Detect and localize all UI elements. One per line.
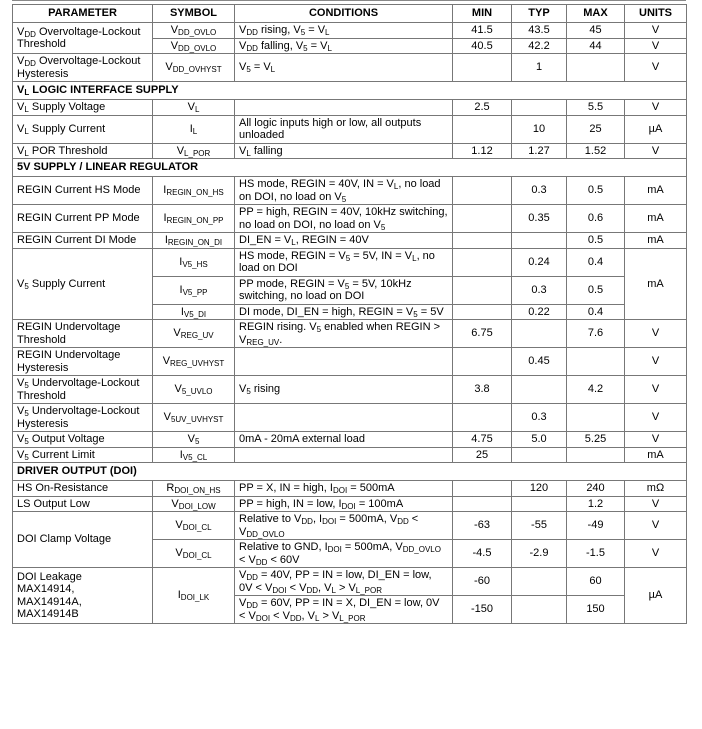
min-cell: 41.5 bbox=[453, 23, 512, 39]
units-cell: V bbox=[625, 376, 687, 404]
units-cell: mA bbox=[625, 177, 687, 205]
min-cell bbox=[453, 177, 512, 205]
condition-cell: $V_{DD}$ falling, $V_5 = V_L$ bbox=[235, 38, 453, 54]
param-cell: HS On-Resistance bbox=[13, 481, 153, 497]
param-cell: $V_5$ Undervoltage-Lockout Threshold bbox=[13, 376, 153, 404]
typ-cell bbox=[512, 233, 567, 249]
units-cell: mA bbox=[625, 233, 687, 249]
condition-cell bbox=[235, 447, 453, 463]
condition-cell: Relative to GND, $I_{DOI} = 500mA$, $V_{DD\_OVLO} < V_{DD} < 60V$ bbox=[235, 540, 453, 568]
units-cell: mΩ bbox=[625, 481, 687, 497]
condition-cell: REGIN rising. $V_5$ enabled when REGIN > $V_{REG\_UV}$. bbox=[235, 320, 453, 348]
symbol-cell: $V_{DOI\_CL}$ bbox=[153, 512, 235, 540]
max-cell: 1.2 bbox=[567, 496, 625, 512]
min-cell: -4.5 bbox=[453, 540, 512, 568]
table-row bbox=[13, 447, 687, 463]
table-row bbox=[13, 432, 687, 448]
max-cell: -49 bbox=[567, 512, 625, 540]
section-row bbox=[13, 159, 687, 177]
param-line: DOI Leakage bbox=[17, 570, 82, 583]
table-row bbox=[13, 481, 687, 497]
symbol-cell: $V_{REG\_UV}$ bbox=[153, 320, 235, 348]
typ-cell: 0.22 bbox=[512, 304, 567, 320]
typ-cell: 120 bbox=[512, 481, 567, 497]
units-cell: mA bbox=[625, 447, 687, 463]
min-cell: 3.8 bbox=[453, 376, 512, 404]
min-cell: 1.12 bbox=[453, 143, 512, 159]
condition-cell: $V_5$ rising bbox=[235, 376, 453, 404]
param-cell: $V_{DD}$ Overvoltage-Lockout Threshold bbox=[13, 23, 153, 54]
typ-cell: 1 bbox=[512, 54, 567, 82]
symbol-cell: $V_{5\_UVLO}$ bbox=[153, 376, 235, 404]
condition-cell: 0mA - 20mA external load bbox=[235, 432, 453, 448]
max-cell bbox=[567, 348, 625, 376]
param-cell: LS Output Low bbox=[13, 496, 153, 512]
condition-cell bbox=[235, 404, 453, 432]
typ-cell bbox=[512, 320, 567, 348]
electrical-characteristics-table bbox=[12, 4, 687, 624]
section-title: DRIVER OUTPUT (DOI) bbox=[13, 463, 687, 481]
condition-cell: HS mode, REGIN = 40V, IN = $V_L$, no load on DOI, no load on $V_5$ bbox=[235, 177, 453, 205]
table-row bbox=[13, 23, 687, 39]
min-cell bbox=[453, 404, 512, 432]
symbol-cell: $I_{REGIN\_ON\_HS}$ bbox=[153, 177, 235, 205]
table-row bbox=[13, 233, 687, 249]
max-cell: 5.5 bbox=[567, 100, 625, 116]
symbol-cell: $V_5$ bbox=[153, 432, 235, 448]
header-conditions: CONDITIONS bbox=[235, 5, 453, 23]
units-cell: V bbox=[625, 23, 687, 39]
param-cell: REGIN Current PP Mode bbox=[13, 205, 153, 233]
min-cell bbox=[453, 54, 512, 82]
symbol-cell: $I_{DOI\_LK}$ bbox=[153, 568, 235, 624]
condition-cell: $V_{DD} = 40V$, PP = IN = low, DI_EN = low, $0V < V_{DOI} < V_{DD}$, $V_L > V_{L\_POR}$ bbox=[235, 568, 453, 596]
param-cell: DOI Clamp Voltage bbox=[13, 512, 153, 568]
header-min: MIN bbox=[453, 5, 512, 23]
condition-cell: PP = high, IN = low, $I_{DOI} = 100mA$ bbox=[235, 496, 453, 512]
table-row bbox=[13, 54, 687, 82]
units-cell: V bbox=[625, 100, 687, 116]
min-cell bbox=[453, 348, 512, 376]
param-line: MAX14914A, bbox=[17, 595, 82, 608]
condition-cell: PP = high, REGIN = 40V, 10kHz switching, no load on DOI, no load on $V_5$ bbox=[235, 205, 453, 233]
typ-cell bbox=[512, 447, 567, 463]
max-cell: 45 bbox=[567, 23, 625, 39]
min-cell bbox=[453, 248, 512, 276]
min-cell: 40.5 bbox=[453, 38, 512, 54]
max-cell bbox=[567, 447, 625, 463]
condition-cell: $V_{DD}$ rising, $V_5 = V_L$ bbox=[235, 23, 453, 39]
symbol-cell: $I_{V5\_DI}$ bbox=[153, 304, 235, 320]
condition-cell bbox=[235, 348, 453, 376]
min-cell bbox=[453, 205, 512, 233]
min-cell: 25 bbox=[453, 447, 512, 463]
condition-cell: $V_L$ falling bbox=[235, 143, 453, 159]
min-cell: -150 bbox=[453, 596, 512, 624]
symbol-cell: $I_{REGIN\_ON\_DI}$ bbox=[153, 233, 235, 249]
table-row bbox=[13, 100, 687, 116]
param-cell: $V_5$ Current Limit bbox=[13, 447, 153, 463]
symbol-cell: $I_L$ bbox=[153, 115, 235, 143]
max-cell bbox=[567, 404, 625, 432]
min-cell: 4.75 bbox=[453, 432, 512, 448]
max-cell: 0.6 bbox=[567, 205, 625, 233]
symbol-cell: $V_L$ bbox=[153, 100, 235, 116]
param-cell: $V_5$ Supply Current bbox=[13, 248, 153, 320]
symbol-cell: $V_{REG\_UVHYST}$ bbox=[153, 348, 235, 376]
symbol-cell: $R_{DOI\_ON\_HS}$ bbox=[153, 481, 235, 497]
min-cell bbox=[453, 276, 512, 304]
max-cell: 0.5 bbox=[567, 276, 625, 304]
typ-cell: 43.5 bbox=[512, 23, 567, 39]
symbol-cell: $V_{DOI\_LOW}$ bbox=[153, 496, 235, 512]
header-parameter: PARAMETER bbox=[13, 5, 153, 23]
units-cell: V bbox=[625, 496, 687, 512]
min-cell bbox=[453, 496, 512, 512]
condition-cell: DI_EN = $V_L$, REGIN = 40V bbox=[235, 233, 453, 249]
header-max: MAX bbox=[567, 5, 625, 23]
header-symbol: SYMBOL bbox=[153, 5, 235, 23]
header-typ: TYP bbox=[512, 5, 567, 23]
symbol-cell: $V_{DD\_OVLO}$ bbox=[153, 23, 235, 39]
units-cell: V bbox=[625, 512, 687, 540]
typ-cell: 42.2 bbox=[512, 38, 567, 54]
max-cell: 150 bbox=[567, 596, 625, 624]
param-line: MAX14914B bbox=[17, 608, 79, 620]
typ-cell: 0.24 bbox=[512, 248, 567, 276]
units-cell: V bbox=[625, 143, 687, 159]
condition-cell: $V_{DD} = 60V$, PP = IN = X, DI_EN = low, $0V < V_{DOI} < V_{DD}$, $V_L > V_{L\_POR}$ bbox=[235, 596, 453, 624]
min-cell: -60 bbox=[453, 568, 512, 596]
param-cell: $V_5$ Undervoltage-Lockout Hysteresis bbox=[13, 404, 153, 432]
units-cell: V bbox=[625, 404, 687, 432]
max-cell: 0.5 bbox=[567, 233, 625, 249]
typ-cell: 1.27 bbox=[512, 143, 567, 159]
min-cell: -63 bbox=[453, 512, 512, 540]
max-cell: 0.4 bbox=[567, 304, 625, 320]
symbol-cell: $V_{5UV\_UVHYST}$ bbox=[153, 404, 235, 432]
condition-cell: HS mode, REGIN = $V_5 = 5V$, IN = $V_L$, no load on DOI bbox=[235, 248, 453, 276]
param-cell: REGIN Undervoltage Threshold bbox=[13, 320, 153, 348]
table-row bbox=[13, 512, 687, 540]
symbol-cell: $V_{DOI\_CL}$ bbox=[153, 540, 235, 568]
min-cell: 6.75 bbox=[453, 320, 512, 348]
param-cell: $V_L$ POR Threshold bbox=[13, 143, 153, 159]
units-cell: V bbox=[625, 348, 687, 376]
param-cell: REGIN Current HS Mode bbox=[13, 177, 153, 205]
units-cell: V bbox=[625, 432, 687, 448]
table-row bbox=[13, 320, 687, 348]
typ-cell: 0.35 bbox=[512, 205, 567, 233]
max-cell bbox=[567, 54, 625, 82]
symbol-cell: $I_{V5\_CL}$ bbox=[153, 447, 235, 463]
symbol-cell: $V_{L\_POR}$ bbox=[153, 143, 235, 159]
table-row bbox=[13, 177, 687, 205]
units-cell: µA bbox=[625, 568, 687, 624]
max-cell: 5.25 bbox=[567, 432, 625, 448]
section-title: $V_L$ LOGIC INTERFACE SUPPLY bbox=[13, 82, 687, 100]
min-cell bbox=[453, 233, 512, 249]
units-cell: mA bbox=[625, 205, 687, 233]
table-row bbox=[13, 248, 687, 276]
typ-cell bbox=[512, 100, 567, 116]
typ-cell: 0.3 bbox=[512, 276, 567, 304]
condition-cell: $V_5 = V_L$ bbox=[235, 54, 453, 82]
typ-cell bbox=[512, 376, 567, 404]
table-row bbox=[13, 143, 687, 159]
param-cell: $V_L$ Supply Voltage bbox=[13, 100, 153, 116]
condition-cell: All logic inputs high or low, all outputs unloaded bbox=[235, 115, 453, 143]
param-cell bbox=[13, 568, 153, 624]
table-row bbox=[13, 205, 687, 233]
typ-cell: 10 bbox=[512, 115, 567, 143]
param-cell: REGIN Undervoltage Hysteresis bbox=[13, 348, 153, 376]
typ-cell: 0.3 bbox=[512, 177, 567, 205]
typ-cell: 0.45 bbox=[512, 348, 567, 376]
condition-cell: PP mode, REGIN = $V_5 = 5V$, 10kHz switching, no load on DOI bbox=[235, 276, 453, 304]
table-row bbox=[13, 496, 687, 512]
units-cell: V bbox=[625, 540, 687, 568]
symbol-cell: $V_{DD\_OVLO}$ bbox=[153, 38, 235, 54]
header-units: UNITS bbox=[625, 5, 687, 23]
table-row bbox=[13, 568, 687, 596]
section-row bbox=[13, 463, 687, 481]
section-row bbox=[13, 82, 687, 100]
typ-cell: -2.9 bbox=[512, 540, 567, 568]
max-cell: 7.6 bbox=[567, 320, 625, 348]
typ-cell bbox=[512, 496, 567, 512]
param-cell: $V_{DD}$ Overvoltage-Lockout Hysteresis bbox=[13, 54, 153, 82]
symbol-cell: $I_{V5\_PP}$ bbox=[153, 276, 235, 304]
table-row bbox=[13, 376, 687, 404]
condition-cell bbox=[235, 100, 453, 116]
max-cell: 60 bbox=[567, 568, 625, 596]
units-cell: V bbox=[625, 38, 687, 54]
param-cell: $V_L$ Supply Current bbox=[13, 115, 153, 143]
min-cell bbox=[453, 481, 512, 497]
symbol-cell: $V_{DD\_OVHYST}$ bbox=[153, 54, 235, 82]
max-cell: 25 bbox=[567, 115, 625, 143]
symbol-cell: $I_{V5\_HS}$ bbox=[153, 248, 235, 276]
section-title: 5V SUPPLY / LINEAR REGULATOR bbox=[13, 159, 687, 177]
min-cell bbox=[453, 304, 512, 320]
typ-cell: 0.3 bbox=[512, 404, 567, 432]
condition-cell: Relative to $V_{DD}$, $I_{DOI} = 500mA$, $V_{DD} < V_{DD\_OVLO}$ bbox=[235, 512, 453, 540]
typ-cell bbox=[512, 596, 567, 624]
typ-cell bbox=[512, 568, 567, 596]
min-cell: 2.5 bbox=[453, 100, 512, 116]
max-cell: 240 bbox=[567, 481, 625, 497]
max-cell: -1.5 bbox=[567, 540, 625, 568]
units-cell: V bbox=[625, 320, 687, 348]
max-cell: 4.2 bbox=[567, 376, 625, 404]
units-cell: µA bbox=[625, 115, 687, 143]
table-row bbox=[13, 404, 687, 432]
symbol-cell: $I_{REGIN\_ON\_PP}$ bbox=[153, 205, 235, 233]
max-cell: 44 bbox=[567, 38, 625, 54]
typ-cell: -55 bbox=[512, 512, 567, 540]
typ-cell: 5.0 bbox=[512, 432, 567, 448]
param-line: MAX14914, bbox=[17, 583, 75, 595]
table-row bbox=[13, 115, 687, 143]
param-cell: $V_5$ Output Voltage bbox=[13, 432, 153, 448]
table-row bbox=[13, 348, 687, 376]
max-cell: 1.52 bbox=[567, 143, 625, 159]
max-cell: 0.5 bbox=[567, 177, 625, 205]
max-cell: 0.4 bbox=[567, 248, 625, 276]
header-row bbox=[13, 5, 687, 23]
condition-cell: DI mode, DI_EN = high, REGIN = $V_5 = 5V$ bbox=[235, 304, 453, 320]
condition-cell: PP = X, IN = high, $I_{DOI} = 500mA$ bbox=[235, 481, 453, 497]
min-cell bbox=[453, 115, 512, 143]
units-cell: V bbox=[625, 54, 687, 82]
param-cell: REGIN Current DI Mode bbox=[13, 233, 153, 249]
units-cell: mA bbox=[625, 248, 687, 320]
